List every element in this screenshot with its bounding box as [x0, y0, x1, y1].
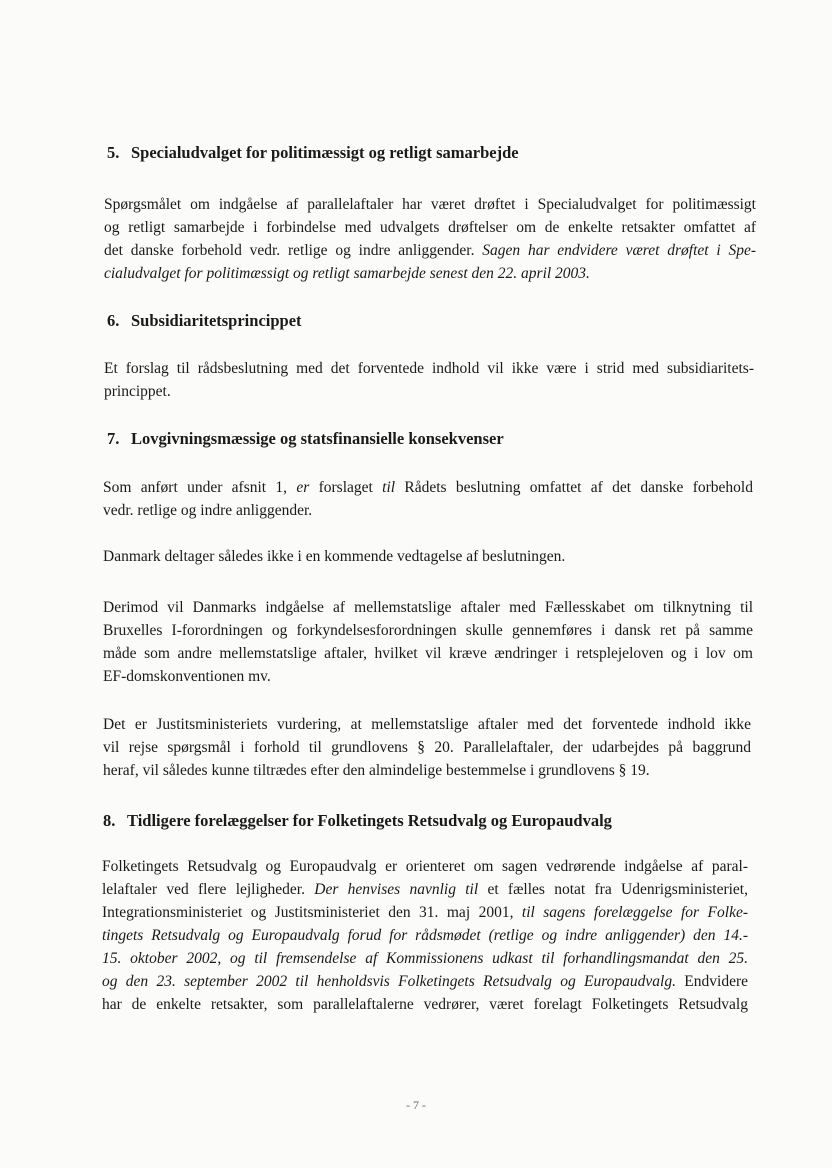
- section-number: 5.: [107, 143, 120, 162]
- paragraph-5: [104, 193, 756, 285]
- text-line: princippet.: [104, 383, 171, 400]
- section-heading-8: [103, 811, 612, 831]
- text-line: vil rejse spørgsmål i forhold til grundlovens § 20. Parallelaftaler, der udarbejdes på baggrund: [103, 739, 751, 756]
- section-title: Lovgivningsmæssige og statsfinansielle konsekvenser: [131, 429, 504, 448]
- text-line: måde som andre mellemstatslige aftaler, hvilket vil kræve ændringer i retsplejeloven og i lov om: [103, 645, 753, 662]
- section-number: 6.: [107, 311, 120, 330]
- text-line: cialudvalget for politimæssigt og retligt samarbejde senest den 22. april 2003.: [104, 265, 590, 282]
- text-line: Bruxelles I-forordningen og forkyndelsesforordningen skulle gennemføres i dansk ret på samme: [103, 622, 753, 639]
- section-title: Tidligere forelæggelser for Folketingets Retsudvalg og Europaudvalg: [127, 811, 612, 830]
- paragraph-6: [104, 357, 754, 403]
- paragraph-7c: [103, 596, 753, 688]
- paragraph-7b: [103, 545, 753, 568]
- text-line: og den 23. september 2002 til henholdsvis Folketingets Retsudvalg og Europaudvalg. Endvidere: [102, 973, 748, 990]
- section-number: 7.: [107, 429, 120, 448]
- text-line: det danske forbehold vedr. retlige og indre anliggender. Sagen har endvidere været drøftet i Spe-: [104, 242, 757, 259]
- section-heading-5: [107, 143, 519, 163]
- text-line: Danmark deltager således ikke i en kommende vedtagelse af beslutningen.: [103, 548, 566, 565]
- text-line: EF-domskonventionen mv.: [103, 668, 271, 685]
- paragraph-7a: [103, 476, 753, 522]
- text-line: 15. oktober 2002, og til fremsendelse af Kommissionens udkast til forhandlingsmandat den 25.: [102, 950, 748, 967]
- text-line: tingets Retsudvalg og Europaudvalg forud for rådsmødet (retlige og indre anliggender) den 14.-: [102, 927, 748, 944]
- text-line: heraf, vil således kunne tiltrædes efter den almindelige bestemmelse i grundlovens § 19.: [103, 762, 650, 779]
- text-line: og retligt samarbejde i forbindelse med udvalgets drøftelser om de enkelte retsakter omfattet af: [104, 219, 756, 236]
- paragraph-7d: [103, 713, 751, 782]
- text-line: har de enkelte retsakter, som parallelaftalerne vedrører, været forelagt Folketingets Retsudvalg: [102, 996, 748, 1013]
- text-line: Folketingets Retsudvalg og Europaudvalg er orienteret om sagen vedrørende indgåelse af paral-: [102, 858, 748, 875]
- section-heading-6: [107, 311, 302, 331]
- section-heading-7: [107, 429, 504, 449]
- section-title: Specialudvalget for politimæssigt og retligt samarbejde: [131, 143, 519, 162]
- page-number: - 7 -: [406, 1098, 426, 1112]
- text-line: Det er Justitsministeriets vurdering, at mellemstatslige aftaler med det forventede indhold ikke: [103, 716, 751, 733]
- text-line: Integrationsministeriet og Justitsministeriet den 31. maj 2001, til sagens forelæggelse for Folke-: [102, 904, 748, 921]
- text-line: Et forslag til rådsbeslutning med det forventede indhold vil ikke være i strid med subsidiaritets-: [104, 360, 754, 377]
- text-line: vedr. retlige og indre anliggender.: [103, 502, 313, 519]
- text-line: lelaftaler ved flere lejligheder. Der henvises navnlig til et fælles notat fra Udenrigsministeriet,: [102, 881, 748, 898]
- text-line: Spørgsmålet om indgåelse af parallelaftaler har været drøftet i Specialudvalget for politimæssigt: [104, 196, 756, 213]
- text-line: Derimod vil Danmarks indgåelse af mellemstatslige aftaler med Fællesskabet om tilknytning til: [103, 599, 753, 616]
- text-line: Som anført under afsnit 1, er forslaget til Rådets beslutning omfattet af det danske forbehold: [103, 479, 753, 496]
- section-title: Subsidiaritetsprincippet: [131, 311, 302, 330]
- paragraph-8: [102, 855, 748, 1016]
- section-number: 8.: [103, 811, 116, 830]
